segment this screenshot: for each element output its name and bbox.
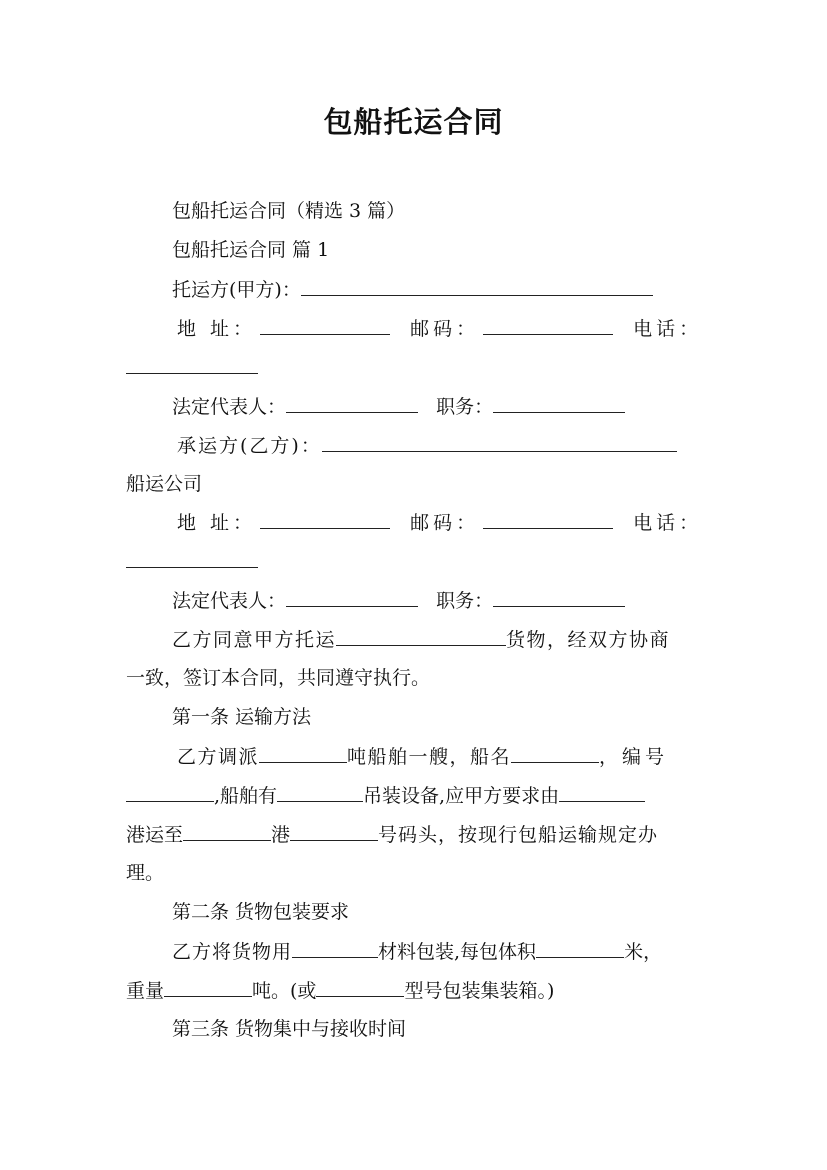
article1-line-1	[177, 744, 668, 769]
article1-line-3	[126, 822, 658, 847]
article1-text-4: ,船舶有	[214, 785, 278, 807]
shipper-address-blank	[260, 316, 390, 335]
article2-text-2: 材料包装,每包体积	[378, 941, 537, 963]
carrier-address-blank	[260, 510, 390, 529]
article1-line-2	[126, 783, 645, 808]
article3-heading: 第三条 货物集中与接收时间	[172, 1018, 407, 1040]
shipper-rep-line	[172, 394, 625, 419]
shipper-name-blank	[301, 277, 653, 296]
carrier-name-blank	[322, 433, 677, 452]
article2-text-6: 型号包装集装箱。)	[404, 980, 555, 1002]
shipper-phone-label: 电话：	[633, 318, 703, 340]
shipper-phone-line	[126, 355, 258, 380]
article1-tonnage-blank	[259, 744, 347, 763]
article2-model-blank	[316, 978, 404, 997]
article1-text-6: 港运至	[126, 824, 184, 846]
intro-part-3: 一致，签订本合同，共同遵守执行。	[126, 667, 431, 689]
article2-heading: 第二条 货物包装要求	[172, 901, 350, 923]
shipper-line	[172, 277, 653, 302]
section-heading: 包船托运合同 篇 1	[172, 239, 330, 261]
article1-text-5: 吊装设备,应甲方要求由	[363, 785, 560, 807]
article2-weight-blank	[164, 978, 252, 997]
carrier-label: 承运方(乙方)：	[177, 435, 322, 457]
shipper-rep-blank	[286, 394, 418, 413]
carrier-phone-label: 电话：	[633, 512, 703, 534]
intro-part-1: 乙方同意甲方托运	[172, 629, 337, 651]
carrier-postcode-label: 邮码：	[410, 512, 480, 534]
article1-text-2: 吨船舶一艘，船名	[347, 746, 512, 768]
article1-dock-blank	[290, 822, 378, 841]
article2-text-5: 吨。(或	[252, 980, 317, 1002]
carrier-rep-label: 法定代表人：	[172, 590, 287, 612]
article2-line-2	[126, 978, 554, 1003]
article1-text-7: 港	[271, 824, 291, 846]
shipper-address-label: 地 址：	[177, 318, 257, 340]
article1-shipname-blank	[511, 744, 599, 763]
article1-origin-blank	[559, 783, 645, 802]
carrier-address-label: 地 址：	[177, 512, 257, 534]
article1-dest-blank	[183, 822, 271, 841]
shipper-postcode-label: 邮码：	[410, 318, 480, 340]
article2-text-1: 乙方将货物用	[172, 941, 293, 963]
article2-volume-blank	[536, 939, 624, 958]
article2-material-blank	[292, 939, 378, 958]
intro-part-2: 货物，经双方协商	[506, 629, 671, 651]
carrier-postcode-blank	[483, 510, 613, 529]
article1-heading: 第一条 运输方法	[172, 706, 312, 728]
article1-text-9: 理。	[126, 862, 165, 884]
carrier-suffix: 船运公司	[126, 473, 203, 495]
carrier-position-label: 职务：	[436, 590, 494, 612]
carrier-line	[177, 433, 677, 458]
carrier-phone-line	[126, 549, 258, 574]
shipper-phone-blank	[126, 355, 258, 374]
document-title: 包船托运合同	[323, 105, 504, 139]
article1-text-3: ，编号	[599, 746, 669, 768]
carrier-address-line	[177, 510, 703, 535]
article2-line-1	[172, 939, 662, 964]
shipper-address-line	[177, 316, 703, 341]
carrier-rep-blank	[286, 588, 418, 607]
document-subtitle: 包船托运合同（精选 3 篇）	[172, 200, 406, 222]
article2-text-4: 重量	[126, 980, 165, 1002]
shipper-position-label: 职务：	[436, 396, 494, 418]
article1-text-8: 号码头，按现行包船运输规定办	[378, 824, 659, 846]
shipper-position-blank	[493, 394, 625, 413]
intro-line-1	[172, 627, 670, 652]
shipper-label: 托运方(甲方)：	[172, 279, 301, 301]
article1-number-blank	[126, 783, 214, 802]
carrier-phone-blank	[126, 549, 258, 568]
intro-goods-blank	[336, 627, 506, 646]
shipper-postcode-blank	[483, 316, 613, 335]
article1-text-1: 乙方调派	[177, 746, 260, 768]
carrier-position-blank	[493, 588, 625, 607]
article2-text-3: 米，	[624, 941, 663, 963]
carrier-rep-line	[172, 588, 625, 613]
article1-equipment-blank	[277, 783, 363, 802]
shipper-rep-label: 法定代表人：	[172, 396, 287, 418]
